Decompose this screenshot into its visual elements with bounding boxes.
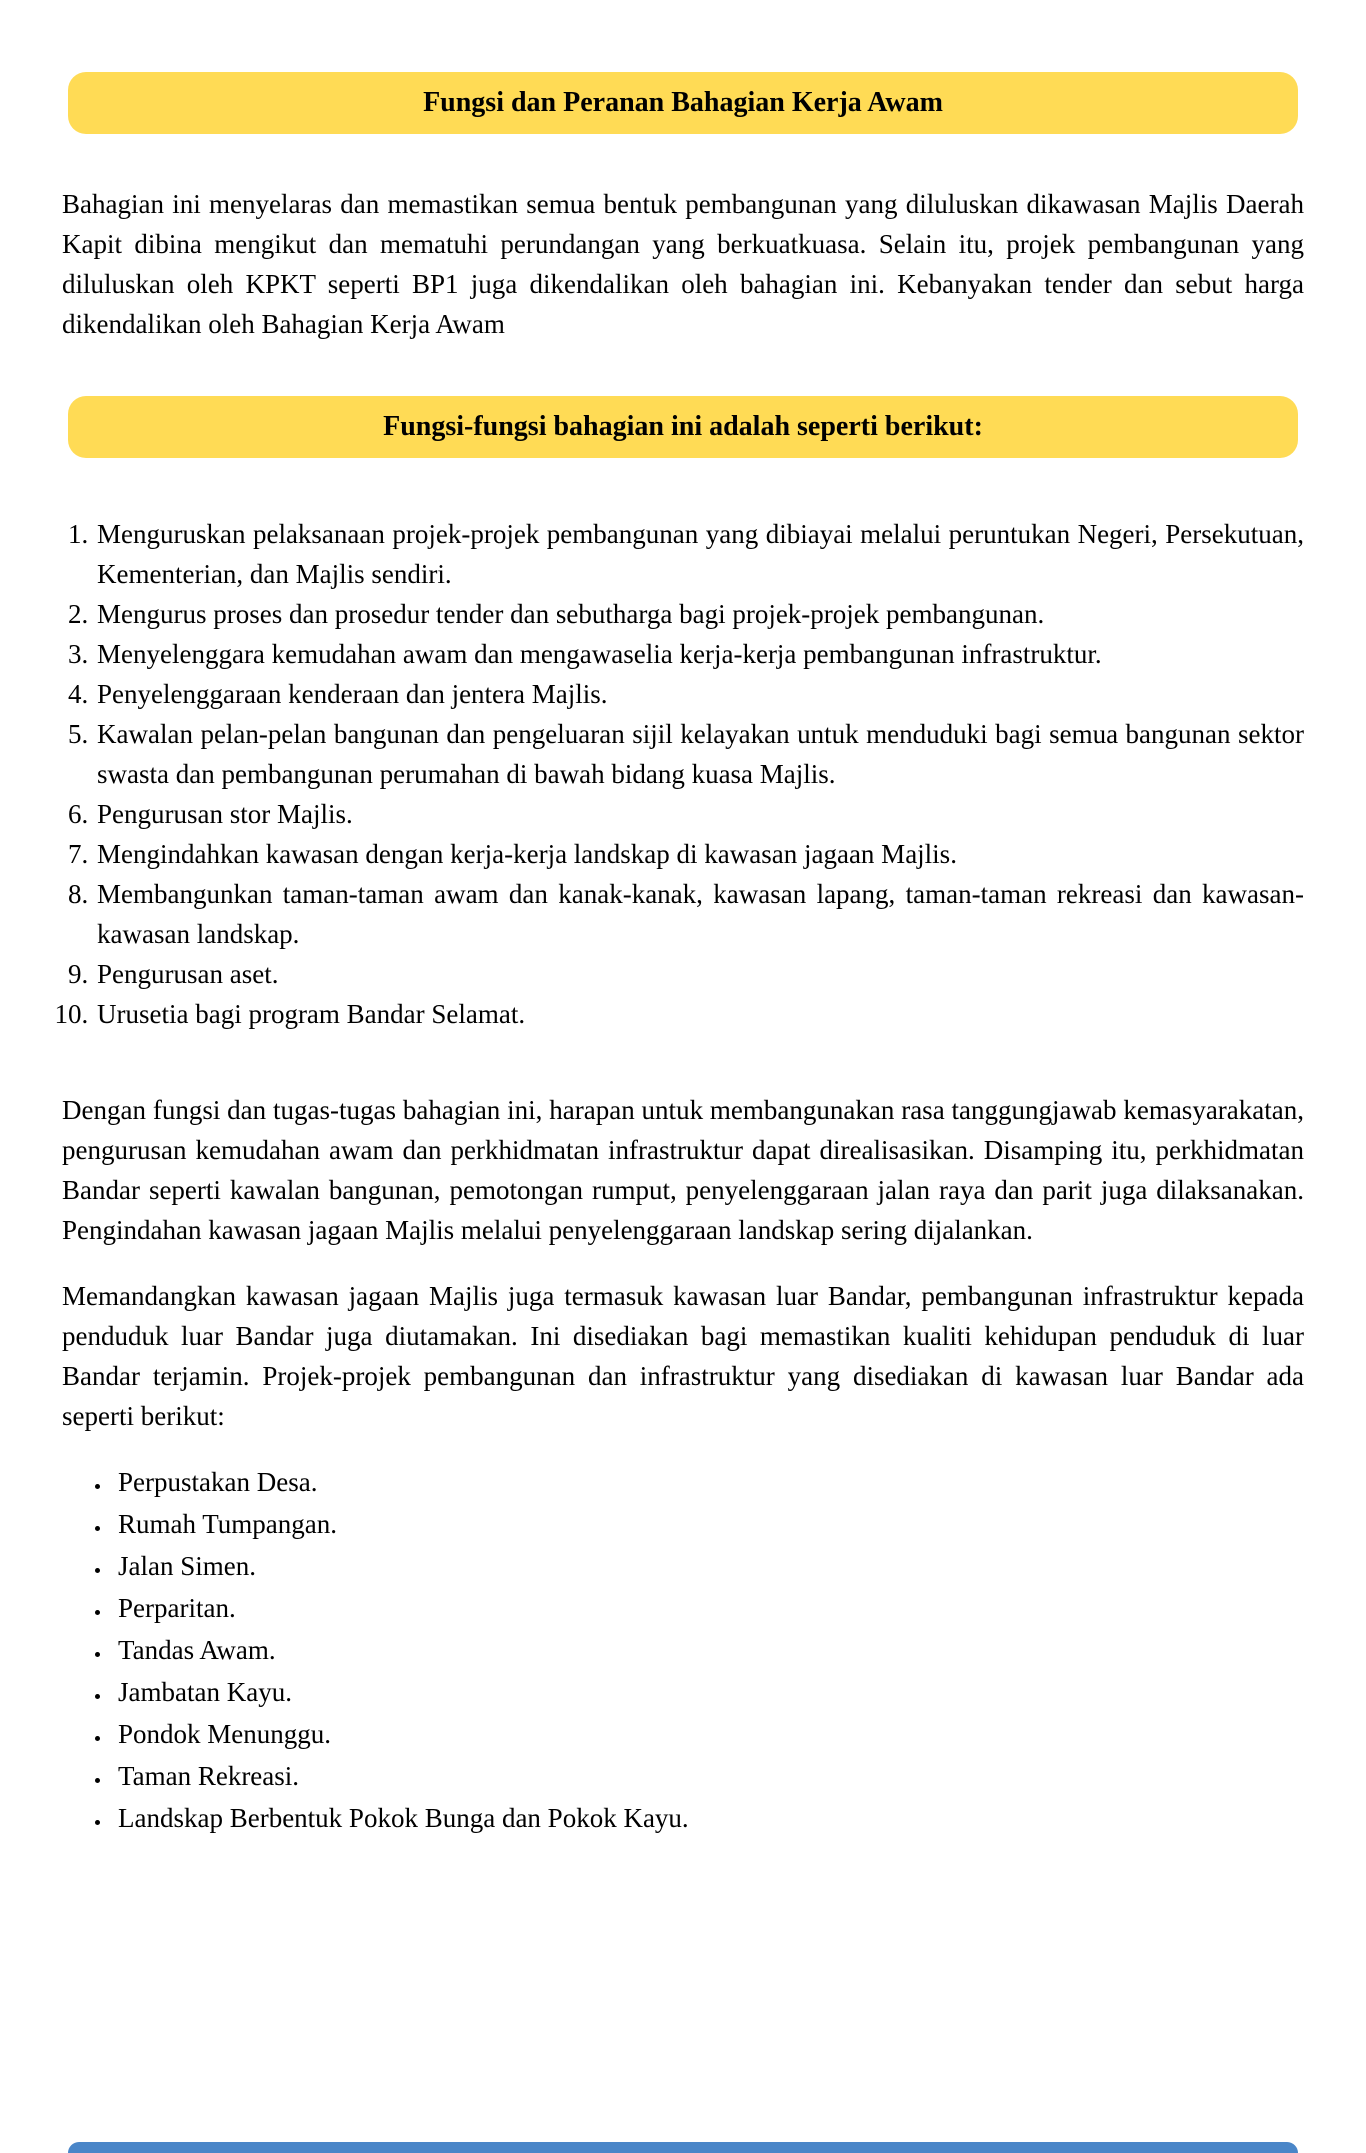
function-item: 3. Menyelenggara kemudahan awam dan mengawaselia kerja-kerja pembangunan infrastruktur. <box>95 634 1304 674</box>
project-item: • Tandas Awam. <box>112 1630 1304 1670</box>
function-item: 4. Penyelenggaraan kenderaan dan jentera Majlis. <box>95 674 1304 714</box>
section-banner-functions: Fungsi-fungsi bahagian ini adalah seperti berikut: <box>68 396 1298 458</box>
function-item: 1. Menguruskan pelaksanaan projek-projek pembangunan yang dibiayai melalui peruntukan Negeri, Persekutuan, Kementerian, dan Majlis sendiri. <box>95 514 1304 594</box>
project-item: • Jalan Simen. <box>112 1546 1304 1586</box>
next-section-banner-cutoff <box>68 2142 1298 2153</box>
function-item: 2. Mengurus proses dan prosedur tender dan sebutharga bagi projek-projek pembangunan. <box>95 594 1304 634</box>
intro-paragraph: Bahagian ini menyelaras dan memastikan semua bentuk pembangunan yang diluluskan dikawasan Majlis Daerah Kapit dibina mengikut dan mematuhi perundangan yang berkuatkuasa. Selain itu, projek pembangunan yang diluluskan oleh KPKT seperti BP1 juga dikendalikan oleh bahagian ini. Kebanyakan tender dan sebut harga dikendalikan oleh Bahagian Kerja Awam <box>62 189 1304 339</box>
function-item: 8. Membangunkan taman-taman awam dan kanak-kanak, kawasan lapang, taman-taman rekreasi dan kawasan-kawasan landskap. <box>95 874 1304 954</box>
project-item: • Rumah Tumpangan. <box>112 1504 1304 1544</box>
function-item: 5. Kawalan pelan-pelan bangunan dan pengeluaran sijil kelayakan untuk menduduki bagi semua bangunan sektor swasta dan pembangunan perumahan di bawah bidang kuasa Majlis. <box>95 714 1304 794</box>
project-item: • Pondok Menunggu. <box>112 1714 1304 1754</box>
section-banner-header: Fungsi dan Peranan Bahagian Kerja Awam <box>68 72 1298 134</box>
function-item: 9. Pengurusan aset. <box>95 954 1304 994</box>
harapan-paragraph: Dengan fungsi dan tugas-tugas bahagian ini, harapan untuk membangunakan rasa tanggungjawab kemasyarakatan, pengurusan kemudahan awam dan perkhidmatan infrastruktur dapat direalisasikan. Disamping itu, perkhidmatan Bandar seperti kawalan bangunan, pemotongan rumput, penyelenggaraan jalan raya dan parit juga dilaksanakan. Pengindahan kawasan jagaan Majlis melalui penyelenggaraan landskap sering dijalankan. <box>62 1095 1304 1245</box>
project-item: • Taman Rekreasi. <box>112 1756 1304 1796</box>
function-item: 7. Mengindahkan kawasan dengan kerja-kerja landskap di kawasan jagaan Majlis. <box>95 834 1304 874</box>
rural-paragraph: Memandangkan kawasan jagaan Majlis juga termasuk kawasan luar Bandar, pembangunan infrastruktur kepada penduduk luar Bandar juga diutamakan. Ini disediakan bagi memastikan kualiti kehidupan penduduk di luar Bandar terjamin. Projek-projek pembangunan dan infrastruktur yang disediakan di kawasan luar Bandar ada seperti berikut: <box>62 1281 1304 1431</box>
function-item: 6. Pengurusan stor Majlis. <box>95 794 1304 834</box>
project-item: • Perparitan. <box>112 1588 1304 1628</box>
project-item: • Perpustakan Desa. <box>112 1462 1304 1502</box>
page-content <box>0 72 1366 1838</box>
project-item: • Landskap Berbentuk Pokok Bunga dan Pokok Kayu. <box>112 1798 1304 1838</box>
project-item: • Jambatan Kayu. <box>112 1672 1304 1712</box>
function-item: 10. Urusetia bagi program Bandar Selamat. <box>95 994 1304 1034</box>
functions-list <box>62 514 1304 1034</box>
rural-projects-list <box>62 1462 1304 1838</box>
